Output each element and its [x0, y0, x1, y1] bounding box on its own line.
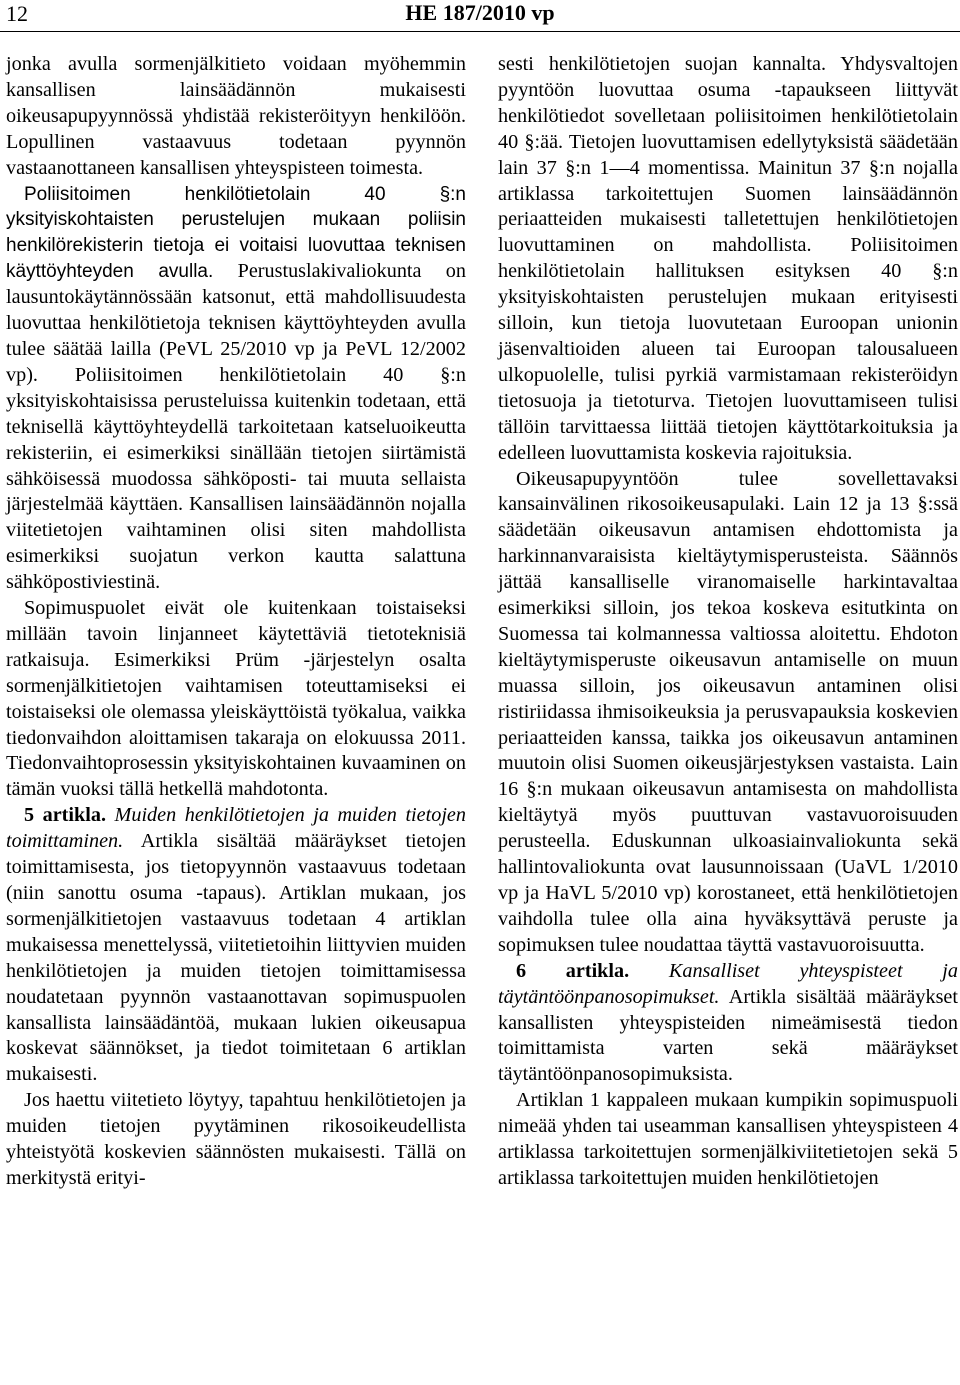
article-5-number: 5 artikla. [24, 804, 106, 827]
paragraph-technical-solutions: Sopimuspuolet eivät ole kuitenkaan toistaiseksi millään tavoin linjanneet käytettäviä tietoteknisiä ratkaisuja. Esimerkiksi Prüm -järjestelyn osalta sormenjälkitietojen vaihtamisen toteuttamiseksi ei toistaiseksi ole olemassa yleiskäyttöistä työkalua, vaikka tiedonvaihdon aloittamisen takaraja on elokuussa 2011. Tiedonvaihtoprosessin yksityiskohtainen kuvaaminen on tämän vuoksi tällä hetkellä mahdotonta. [6, 597, 466, 801]
left-column [6, 52, 466, 1192]
paragraph-reference-found: Jos haettu viitetieto löytyy, tapahtuu henkilötietojen ja muiden tietojen pyytäminen rikosoikeudellista yhteistyötä koskevien säännösten mukaisesti. Tällä on merkitystä erityi- [6, 1089, 466, 1189]
paragraph-continued: jonka avulla sormenjälkitieto voidaan myöhemmin kansallisen lainsäädännön mukaisesti oikeusapupyynnössä yhdistää rekisteröityyn henkilöön. Lopullinen vastaavuus todetaan pyynnön vastaanottaneen kansallisen yhteyspisteen toimesta. [6, 53, 466, 179]
paragraph-technical-access [6, 182, 466, 597]
article-6-title: Kansalliset yhteyspisteet ja täytäntöönpanosopimukset. [498, 959, 958, 1008]
article-6-paragraph [498, 959, 958, 1089]
page-header [0, 0, 960, 32]
page-number: 12 [6, 1, 28, 26]
paragraph-legal-assistance: Oikeusapupyyntöön tulee sovellettavaksi kansainvälinen rikosoikeusapulaki. Lain 12 ja 13 §:ssä säädetään oikeusavun antamisen ehdottomista ja harkinnanvaraisista kieltäytymisperusteista. Säännös jättää kansalliselle viranomaiselle harkintavaltaa esimerkiksi silloin, jos tekoa koskeva esitutkinta on Suomessa tai kolmannessa valtiossa aloitettu. Ehdoton kieltäytymisperuste oikeusavun antamiselle on muun muassa silloin, jos oikeusavun antaminen olisi ristiriidassa ihmisoikeuksia ja perusvapauksia koskevien periaatteiden kanssa, taikka jos oikeusavun antaminen muutoin olisi Suomen oikeusjärjestyksen vastaista. Lain 16 §:n mukaan oikeusavun antamisesta on mahdollista kieltäytyä myös puuttuvan vastavuoroisuuden perusteella. Eduskunnan ulkoasiainvaliokunta sekä hallintovaliokunta ovat lausunnoissaan (UaVL 1/2010 vp ja HaVL 5/2010 vp) korostaneet, että henkilötietojen vaihdolla tulee olla aina hyväksyttävä peruste ja sopimuksen tulee noudattaa täyttä vastavuoroisuutta. [498, 467, 958, 956]
paragraph-run: Poliisitoimen henkilötietolain 40 §:n yksityiskohtaisissa perusteluissa kuitenkin todetaan, että teknisellä käyttöyhteydellä tarkoitetaan katseluoikeutta rekisteriin, ei esimerkiksi sinällään tietojen siirtämistä sähköisessä muodossa sähköposti- tai muuta sellaista järjestelmää käyttäen. Kansallisen lainsäädännön nojalla viitetietojen vaihtaminen olisi siten mahdollista esimerkiksi suojatun verkon kautta salattuna sähköpostiviestinä. [6, 363, 466, 594]
right-column [498, 52, 958, 1192]
paragraph-data-protection: sesti henkilötietojen suojan kannalta. Yhdysvaltojen pyyntöön luovuttaa osuma -tapaukseen liittyvät henkilötiedot sovelletaan poliisitoimen henkilötietolain 40 §:ää. Tietojen luovuttamisen edellytyksistä säädetään lain 37 §:n 1—4 momentissa. Mainitun 37 §:n nojalla artiklassa tarkoitettujen Suomen lainsäädännön periaatteiden mukaisesti talletettujen henkilötietojen luovuttaminen on mahdollista. Poliisitoimen henkilötietolain hallituksen esityksen 40 §:n yksityiskohtaisten perustelujen mukaan erityisesti silloin, kun tietoja luovutetaan Euroopan unionin jäsenvaltioiden alueen tai Euroopan talousalueen ulkopuolelle, tulisi pyrkiä varmistamaan rekisteröidyn tietosuoja ja tietoturva. Tietojen luovuttamiseen tulisi tällöin tarvittaessa liittää tietojen käyttötarkoituksia ja edelleen luovuttamista koskevia rajoituksia. [498, 53, 958, 464]
header-rule [0, 31, 960, 32]
article-5-title: Muiden henkilötietojen ja muiden tietojen toimittaminen. [6, 804, 466, 853]
paragraph-national-contact-points: Artiklan 1 kappaleen mukaan kumpikin sopimuspuoli nimeää yhden tai useamman kansallisen yhteyspisteen 4 artiklassa tarkoitettujen sormenjälkiviitetietojen sekä 5 artiklassa tarkoitettujen muiden henkilötietojen [498, 1089, 958, 1189]
document-id: HE 187/2010 vp [405, 0, 555, 25]
article-6-number: 6 artikla. [516, 959, 630, 982]
paragraph-run: Perustuslakivaliokunta on lausuntokäytännössään katsonut, että mahdollisuudesta luovuttaa henkilötietoja teknisen käyttöyhteyden avulla tulee säätää lailla (PeVL 25/2010 vp ja PeVL 12/2002 vp). [6, 260, 466, 386]
article-5-paragraph [6, 803, 466, 1088]
paragraph-sans-run: Poliisitoimen henkilötietolain 40 §:n yksityiskohtaisten perustelujen mukaan poliisin henkilörekisterin tietoja ei voitaisi luovuttaa teknisen käyttöyhteyden avulla. [6, 183, 466, 283]
article-6-text: Artikla sisältää määräykset kansallisten yhteyspisteiden nimeämisestä tiedon toimittamista varten sekä määräykset täytäntöönpanosopimuksista. [498, 985, 958, 1086]
article-5-text: Artikla sisältää määräykset tietojen toimittamisesta, jos tietopyynnön vastaavuus todetaan (niin sanottu osuma -tapaus). Artiklan mukaan, jos sormenjälkitietojen vastaavuus todetaan 4 artiklan mukaisessa menettelyssä, viitetietoihin liittyvien muiden henkilötietojen ja muiden tietojen toimittamisessa noudatetaan pyynnön vastaanottavan sopimuspuolen kansallista lainsäädäntöä, mukaan lukien oikeusapua koskevat säännökset, ja tiedot toimitetaan 6 artiklan mukaisesti. [6, 830, 466, 1086]
